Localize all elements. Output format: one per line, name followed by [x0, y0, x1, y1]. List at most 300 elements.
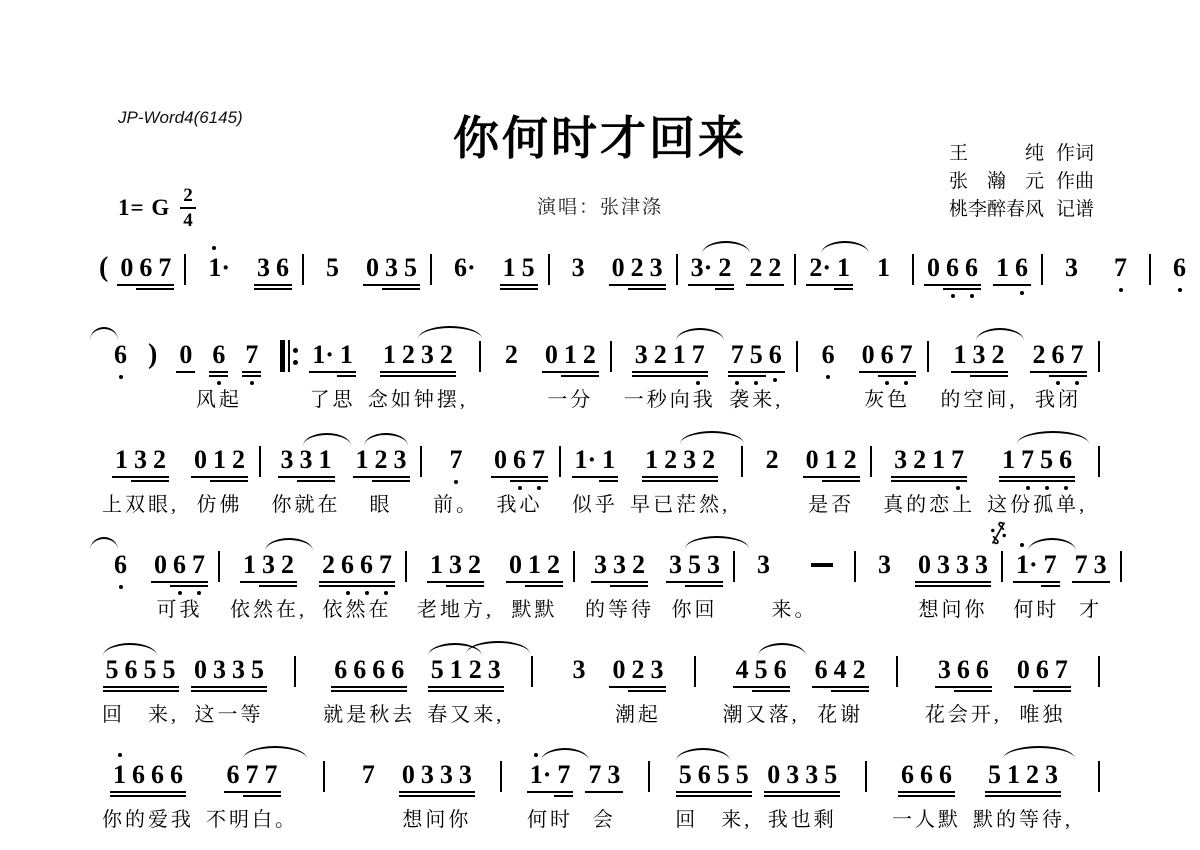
lyric-text: 一人默 [892, 809, 962, 831]
beam-line [229, 480, 248, 482]
note [728, 340, 747, 370]
beam-line [485, 686, 504, 688]
beam-line [609, 686, 628, 688]
note [1068, 340, 1087, 370]
barline [610, 340, 612, 372]
note-digit: 1 [430, 550, 443, 579]
note-digit: 3 [894, 445, 908, 474]
note-digit: 3 [975, 550, 988, 579]
note-digit: 1 [318, 445, 332, 474]
beam-line [418, 375, 437, 377]
note [943, 253, 962, 283]
note-row [363, 253, 420, 283]
note-group [941, 340, 1018, 413]
credit-role: 记谱 [1055, 199, 1094, 220]
beam-line [465, 581, 484, 583]
barline [259, 445, 261, 477]
note-group [169, 340, 268, 413]
barline-rule [430, 254, 432, 285]
note [935, 655, 954, 685]
note-group [1161, 253, 1200, 283]
beam-line [380, 375, 399, 377]
beam-line [680, 480, 699, 482]
beam-line [309, 371, 337, 373]
beam-line [699, 476, 718, 478]
beam-line [519, 288, 538, 290]
note-digit: 3 [439, 760, 453, 789]
measure [96, 340, 274, 413]
barline [218, 550, 220, 582]
note-digit: 3 [937, 550, 950, 579]
note-digit: 6 [1059, 445, 1073, 474]
beam-line [399, 791, 418, 793]
note [243, 760, 262, 790]
note [542, 340, 561, 370]
note [766, 340, 785, 370]
measure [682, 253, 791, 283]
measure [1007, 550, 1116, 623]
note-row [745, 550, 844, 580]
beam-line [1037, 476, 1056, 478]
beam-line [647, 686, 666, 688]
beam-line [572, 476, 600, 478]
note-digit: 0 [927, 253, 941, 282]
note-digit: 2 [991, 340, 1005, 369]
beam-line [170, 581, 189, 583]
octave-dot-low [197, 591, 201, 595]
note-digit: 7 [264, 760, 278, 789]
note-digit: 0 [120, 253, 134, 282]
note-digit: 0 [366, 253, 379, 282]
note [111, 340, 130, 370]
barline [302, 253, 304, 285]
beam-line [1052, 686, 1071, 688]
octave-dot-low [250, 381, 254, 385]
beam-line [160, 690, 179, 692]
beam-line [599, 476, 618, 478]
beam-line [122, 686, 141, 688]
note [754, 550, 773, 580]
barline-rule [1098, 341, 1100, 372]
lyric-text: 早已茫然, [630, 494, 731, 516]
beam-line [437, 371, 456, 373]
note [131, 445, 150, 475]
tie-arc [303, 433, 351, 446]
lyric-text: 这份孤单, [987, 494, 1088, 516]
beam-line [391, 476, 410, 478]
note-row [866, 550, 903, 580]
note-row [609, 253, 666, 283]
note-group [728, 340, 785, 413]
note [1049, 340, 1068, 370]
note [176, 340, 195, 370]
note-digit: 3 [420, 340, 434, 369]
octave-dot-high [212, 246, 216, 250]
note-row [666, 550, 723, 580]
note [278, 550, 297, 580]
time-signature-beats: 2 [180, 186, 196, 209]
beam-line [554, 795, 573, 797]
note [500, 253, 519, 283]
note [382, 253, 401, 283]
note [372, 445, 391, 475]
lyric-text: 唯独 [1019, 704, 1066, 726]
note-digit: 5 [430, 655, 444, 684]
beam-line [506, 581, 525, 583]
repeat-thick-line [280, 340, 285, 372]
note-row [754, 445, 791, 475]
note-group [1030, 340, 1087, 413]
beam-line [1023, 795, 1042, 797]
note [948, 445, 967, 475]
measure [618, 340, 791, 413]
note-digit: 3 [956, 550, 969, 579]
dash-note [808, 550, 836, 580]
note-row [935, 655, 992, 685]
beam-line [1033, 686, 1052, 688]
measure [554, 253, 672, 283]
note-digit: 7 [245, 760, 259, 789]
note [610, 550, 629, 580]
note-digit: 1 [563, 340, 577, 369]
note [632, 340, 651, 370]
note-group [806, 253, 853, 283]
beam-line [610, 585, 629, 587]
lyric-text: 真的恋上 [883, 494, 976, 516]
beam-line [764, 795, 783, 797]
tie-arc [90, 537, 118, 550]
beam-line [962, 284, 981, 286]
beam-line [764, 791, 783, 793]
beam-line [150, 480, 169, 482]
note [661, 445, 680, 475]
beam-line [733, 795, 752, 797]
note-group [117, 253, 174, 283]
note-row [572, 445, 619, 475]
barline [500, 760, 502, 792]
barline-rule [1098, 446, 1100, 477]
note-group [803, 445, 860, 518]
note-digit: 6 [880, 340, 894, 369]
measure [860, 550, 997, 623]
measure [266, 445, 416, 518]
note-digit: 6 [360, 550, 373, 579]
note-row [1053, 253, 1090, 283]
beam-line [752, 686, 771, 688]
barline [1098, 760, 1100, 792]
key-signature [118, 186, 196, 230]
beam-line [491, 476, 510, 478]
note-group [925, 655, 1002, 728]
note-row [438, 445, 475, 475]
beam-line [191, 690, 210, 692]
octave-dot-low [365, 591, 369, 595]
note-digit: 3 [299, 445, 313, 474]
beam-line [850, 686, 869, 688]
note-digit: 5 [251, 655, 264, 684]
note-row [585, 760, 623, 790]
beam-line [1072, 581, 1091, 583]
note-digit: 5 [678, 760, 692, 789]
octave-dot-low [951, 294, 955, 298]
beam-line [189, 585, 208, 587]
beam-line [150, 476, 169, 478]
note-digit: 3 [458, 760, 472, 789]
beam-line [628, 686, 647, 688]
credit-name: 张 瀚 元 [948, 171, 1044, 192]
measure [935, 340, 1093, 413]
note [993, 253, 1012, 283]
tie-arc [758, 643, 806, 656]
note-row [314, 253, 351, 283]
note [783, 760, 802, 790]
barline-rule [741, 446, 743, 477]
note-digit: 6 [173, 550, 186, 579]
note-digit: 1· [574, 445, 597, 474]
barline-rule [259, 446, 261, 477]
beam-line [685, 581, 704, 583]
note [224, 760, 243, 790]
beam-line [466, 686, 485, 688]
beam-line [891, 476, 910, 478]
beam-line [176, 371, 195, 373]
note-group [883, 445, 975, 518]
octave-dot-low [346, 591, 350, 595]
barline [1001, 550, 1003, 582]
beam-line [771, 690, 790, 692]
beam-line [954, 686, 973, 688]
lyric-text: 的等待 [585, 599, 654, 621]
measure [669, 760, 846, 833]
note-row [491, 445, 548, 475]
note-row [278, 445, 335, 475]
note [112, 445, 131, 475]
note [350, 655, 369, 685]
note-digit: 0 [767, 760, 781, 789]
note [685, 550, 704, 580]
note-digit: 1· [312, 340, 334, 369]
beam-line [1068, 375, 1087, 377]
note-digit: 6 [334, 655, 348, 684]
note-group [746, 253, 784, 283]
note [391, 445, 410, 475]
credit-row [949, 196, 1094, 224]
beam-line [544, 581, 563, 583]
note [1023, 760, 1042, 790]
beam-line [647, 284, 666, 286]
beam-line [110, 795, 129, 797]
note [248, 655, 267, 685]
beam-line [428, 686, 447, 688]
note-digit: 7 [361, 760, 375, 789]
beam-line [278, 476, 297, 478]
note [155, 253, 174, 283]
barline [912, 253, 914, 285]
note-group [745, 550, 844, 623]
beam-line [170, 585, 189, 587]
note [1004, 760, 1023, 790]
octave-dot-low [735, 381, 739, 385]
note [962, 253, 981, 283]
note [676, 760, 695, 790]
note [363, 253, 382, 283]
beam-line [632, 375, 651, 377]
beam-line [525, 581, 544, 583]
beam-line [229, 476, 248, 478]
note-digit: 2 [1026, 760, 1040, 789]
note-digit: 7 [1054, 655, 1068, 684]
note-group [764, 760, 840, 833]
barline-rule [294, 656, 296, 687]
beam-line [1013, 581, 1041, 583]
barline-rule [500, 761, 502, 792]
note [642, 445, 661, 475]
note [262, 760, 281, 790]
beam-line [771, 686, 790, 688]
measure [96, 550, 214, 623]
beam-line [704, 581, 723, 583]
note [456, 760, 475, 790]
lyric-text: 默默 [511, 599, 558, 621]
note-digit: 6 [1051, 340, 1065, 369]
barline-rule [610, 341, 612, 372]
note [242, 340, 261, 370]
note [972, 550, 991, 580]
beam-line [585, 791, 604, 793]
note-digit: 6 [151, 760, 164, 789]
note-row [1102, 253, 1139, 283]
note [240, 550, 259, 580]
barline [870, 445, 872, 477]
tie-arc [1028, 538, 1076, 551]
beam-line [953, 585, 972, 587]
beam-line [629, 581, 648, 583]
note-digit: 3 [134, 445, 147, 474]
octave-dot-low [773, 378, 777, 382]
note-group [812, 655, 869, 728]
note-row [560, 655, 597, 685]
note-digit: 0 [194, 655, 207, 684]
note [451, 253, 479, 283]
beam-line [1049, 375, 1068, 377]
note [831, 655, 850, 685]
beam-line [834, 284, 853, 286]
note-digit: 7 [588, 760, 602, 789]
beam-line [243, 795, 262, 797]
beam-line [661, 480, 680, 482]
beam-line [1056, 480, 1075, 482]
beam-line [319, 585, 338, 587]
note-digit: 7 [379, 550, 392, 579]
beam-line [632, 371, 651, 373]
measure [411, 550, 569, 623]
beam-line [610, 581, 629, 583]
note-row [117, 253, 174, 283]
note [191, 445, 210, 475]
note-row [1014, 655, 1071, 685]
note-group [1102, 253, 1139, 283]
barline-rule [302, 254, 304, 285]
beam-line [917, 791, 936, 793]
note [338, 550, 357, 580]
beam-line [500, 284, 519, 286]
note-digit: 0 [861, 340, 875, 369]
beam-line [428, 690, 447, 692]
beam-line [628, 284, 647, 286]
note-row [812, 655, 869, 685]
beam-line [544, 585, 563, 587]
note-group [230, 550, 307, 623]
octave-dot-low [826, 375, 830, 379]
note [380, 340, 399, 370]
note [229, 655, 248, 685]
beam-line [1056, 476, 1075, 478]
beam-line [278, 585, 297, 587]
note-digit: 1 [672, 340, 686, 369]
music-system [96, 238, 1187, 285]
note [210, 445, 229, 475]
beam-line [141, 686, 160, 688]
credit-row [949, 140, 1094, 168]
beam-line [316, 480, 335, 482]
beam-line [254, 288, 273, 290]
beam-line [1033, 690, 1052, 692]
lyric-text: 来。 [771, 599, 818, 621]
note-digit: 7 [245, 340, 259, 369]
note-digit: 6 [353, 655, 367, 684]
beam-line [1037, 480, 1056, 482]
note-row [632, 340, 708, 370]
beam-line [319, 581, 338, 583]
lyric-text: 了思 [309, 389, 356, 411]
beam-line [651, 375, 670, 377]
note-row [191, 655, 267, 685]
note [191, 655, 210, 685]
beam-line [993, 284, 1012, 286]
note [821, 760, 840, 790]
note-digit: 0 [154, 550, 167, 579]
octave-dot-low [956, 486, 960, 490]
barline [854, 550, 856, 582]
barline [479, 340, 481, 372]
note [510, 445, 529, 475]
note-row [1030, 340, 1087, 370]
note-digit: 6 [170, 760, 183, 789]
note [628, 253, 647, 283]
note-digit: 3 [420, 760, 434, 789]
note-digit: 1· [208, 253, 230, 282]
note [1056, 445, 1075, 475]
repeat-dots [293, 348, 298, 365]
beam-line [948, 480, 967, 482]
octave-dot-low [1026, 486, 1030, 490]
beam-line [803, 476, 822, 478]
beam-line [316, 476, 335, 478]
note-row [924, 253, 981, 283]
barline-rule [694, 656, 696, 687]
note [418, 340, 437, 370]
beam-line [972, 581, 991, 583]
note-digit: 1 [113, 760, 126, 789]
note-group [102, 445, 179, 518]
note-row [746, 253, 784, 283]
beam-line [155, 284, 174, 286]
close-paren: ) [148, 339, 161, 370]
note [189, 550, 208, 580]
note-group [560, 655, 597, 728]
note-row [733, 655, 790, 685]
note-row [985, 760, 1061, 790]
